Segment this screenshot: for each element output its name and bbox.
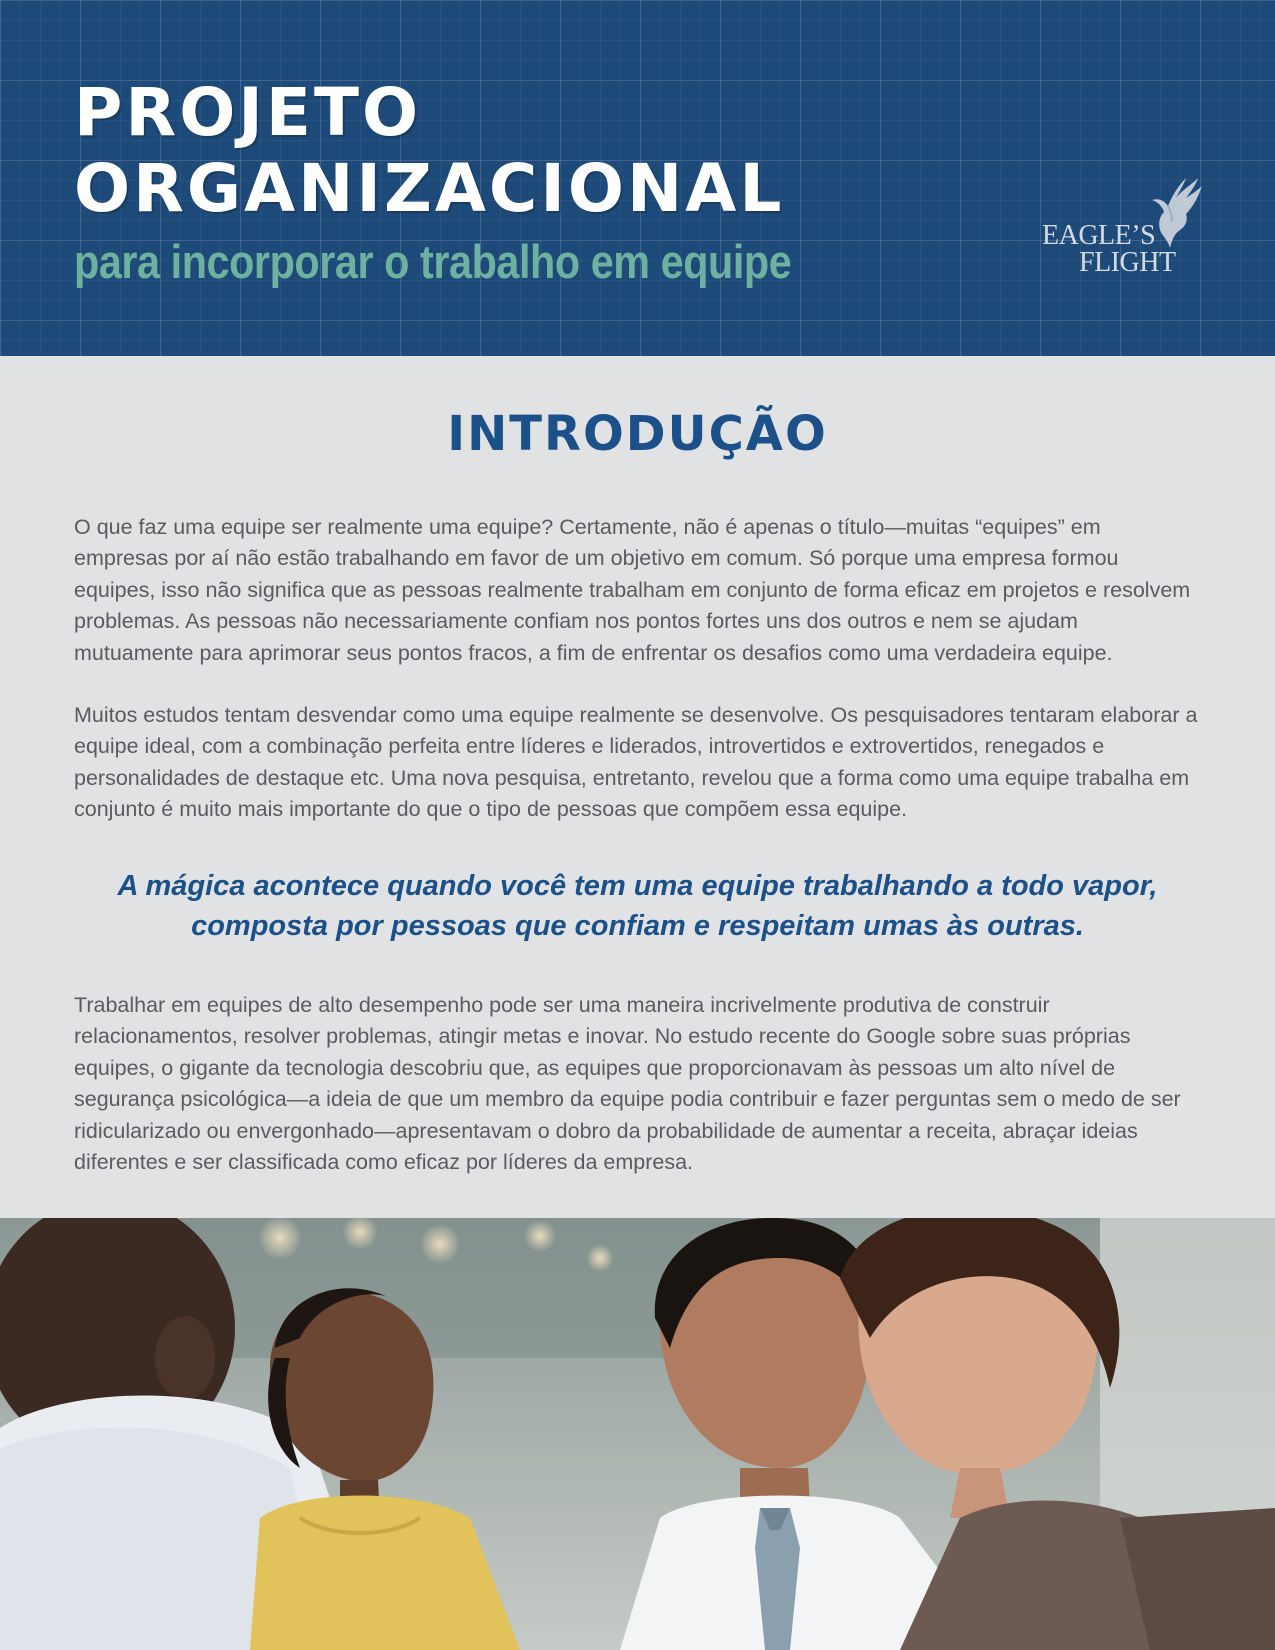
logo-text-line2: FLIGHT	[1079, 247, 1176, 278]
header-banner	[0, 0, 1275, 356]
title-line-2: ORGANIZACIONAL	[74, 150, 785, 227]
intro-paragraph-1: O que faz uma equipe ser realmente uma equipe? Certamente, não é apenas o título—muitas “equipes” em empresas por aí não estão trabalhando em favor de um objetivo em comum. Só porque uma empresa formou equipes, isso não significa que as pessoas realmente trabalham em conjunto de forma eficaz em projetos e resolvem problemas. As pessoas não necessariamente confiam nos pontos fortes uns dos outros e nem se ajudam mutuamente para aprimorar seus pontos fracos, a fim de enfrentar os desafios como uma verdadeira equipe.	[74, 515, 1191, 665]
intro-paragraph-2: Muitos estudos tentam desvendar como uma equipe realmente se desenvolve. Os pesquisadores tentaram elaborar a equipe ideal, com a combinação perfeita entre líderes e liderados, introvertidos e extrovertidos, renegados e personalidades de destaque etc. Uma nova pesquisa, entretanto, revelou que a forma como uma equipe trabalha em conjunto é muito mais importante do que o tipo de pessoas que compõem essa equipe.	[74, 703, 1198, 822]
intro-paragraph-3: Trabalhar em equipes de alto desempenho pode ser uma maneira incrivelmente produtiva de construir relacionamentos, resolver problemas, atingir metas e inovar. No estudo recente do Google sobre suas próprias equipes, o gigante da tecnologia descobriu que, as equipes que proporcionavam às pessoas um alto nível de segurança psicológica—a ideia de que um membro da equipe podia contribuir e fazer perguntas sem o medo de ser ridicularizado ou envergonhado—apresentavam o dobro da probabilidade de aumentar a receita, abraçar ideias diferentes e ser classificada como eficaz por líderes da empresa.	[74, 993, 1181, 1175]
pull-quote	[0, 866, 1275, 946]
title-line-1: PROJETO	[74, 74, 422, 151]
subtitle: para incorporar o trabalho em equipe	[74, 235, 792, 288]
eagles-flight-logo	[1040, 176, 1210, 276]
logo-text-line1: EAGLE’S	[1042, 220, 1156, 251]
team-meeting-illustration	[0, 1218, 1275, 1650]
team-meeting-photo	[0, 1218, 1275, 1650]
intro-heading: INTRODUÇÃO	[447, 406, 828, 462]
pull-quote-line-1: A mágica acontece quando você tem uma equipe trabalhando a todo vapor,	[117, 870, 1158, 902]
pull-quote-line-2: composta por pessoas que confiam e respeitam umas às outras.	[191, 910, 1084, 942]
